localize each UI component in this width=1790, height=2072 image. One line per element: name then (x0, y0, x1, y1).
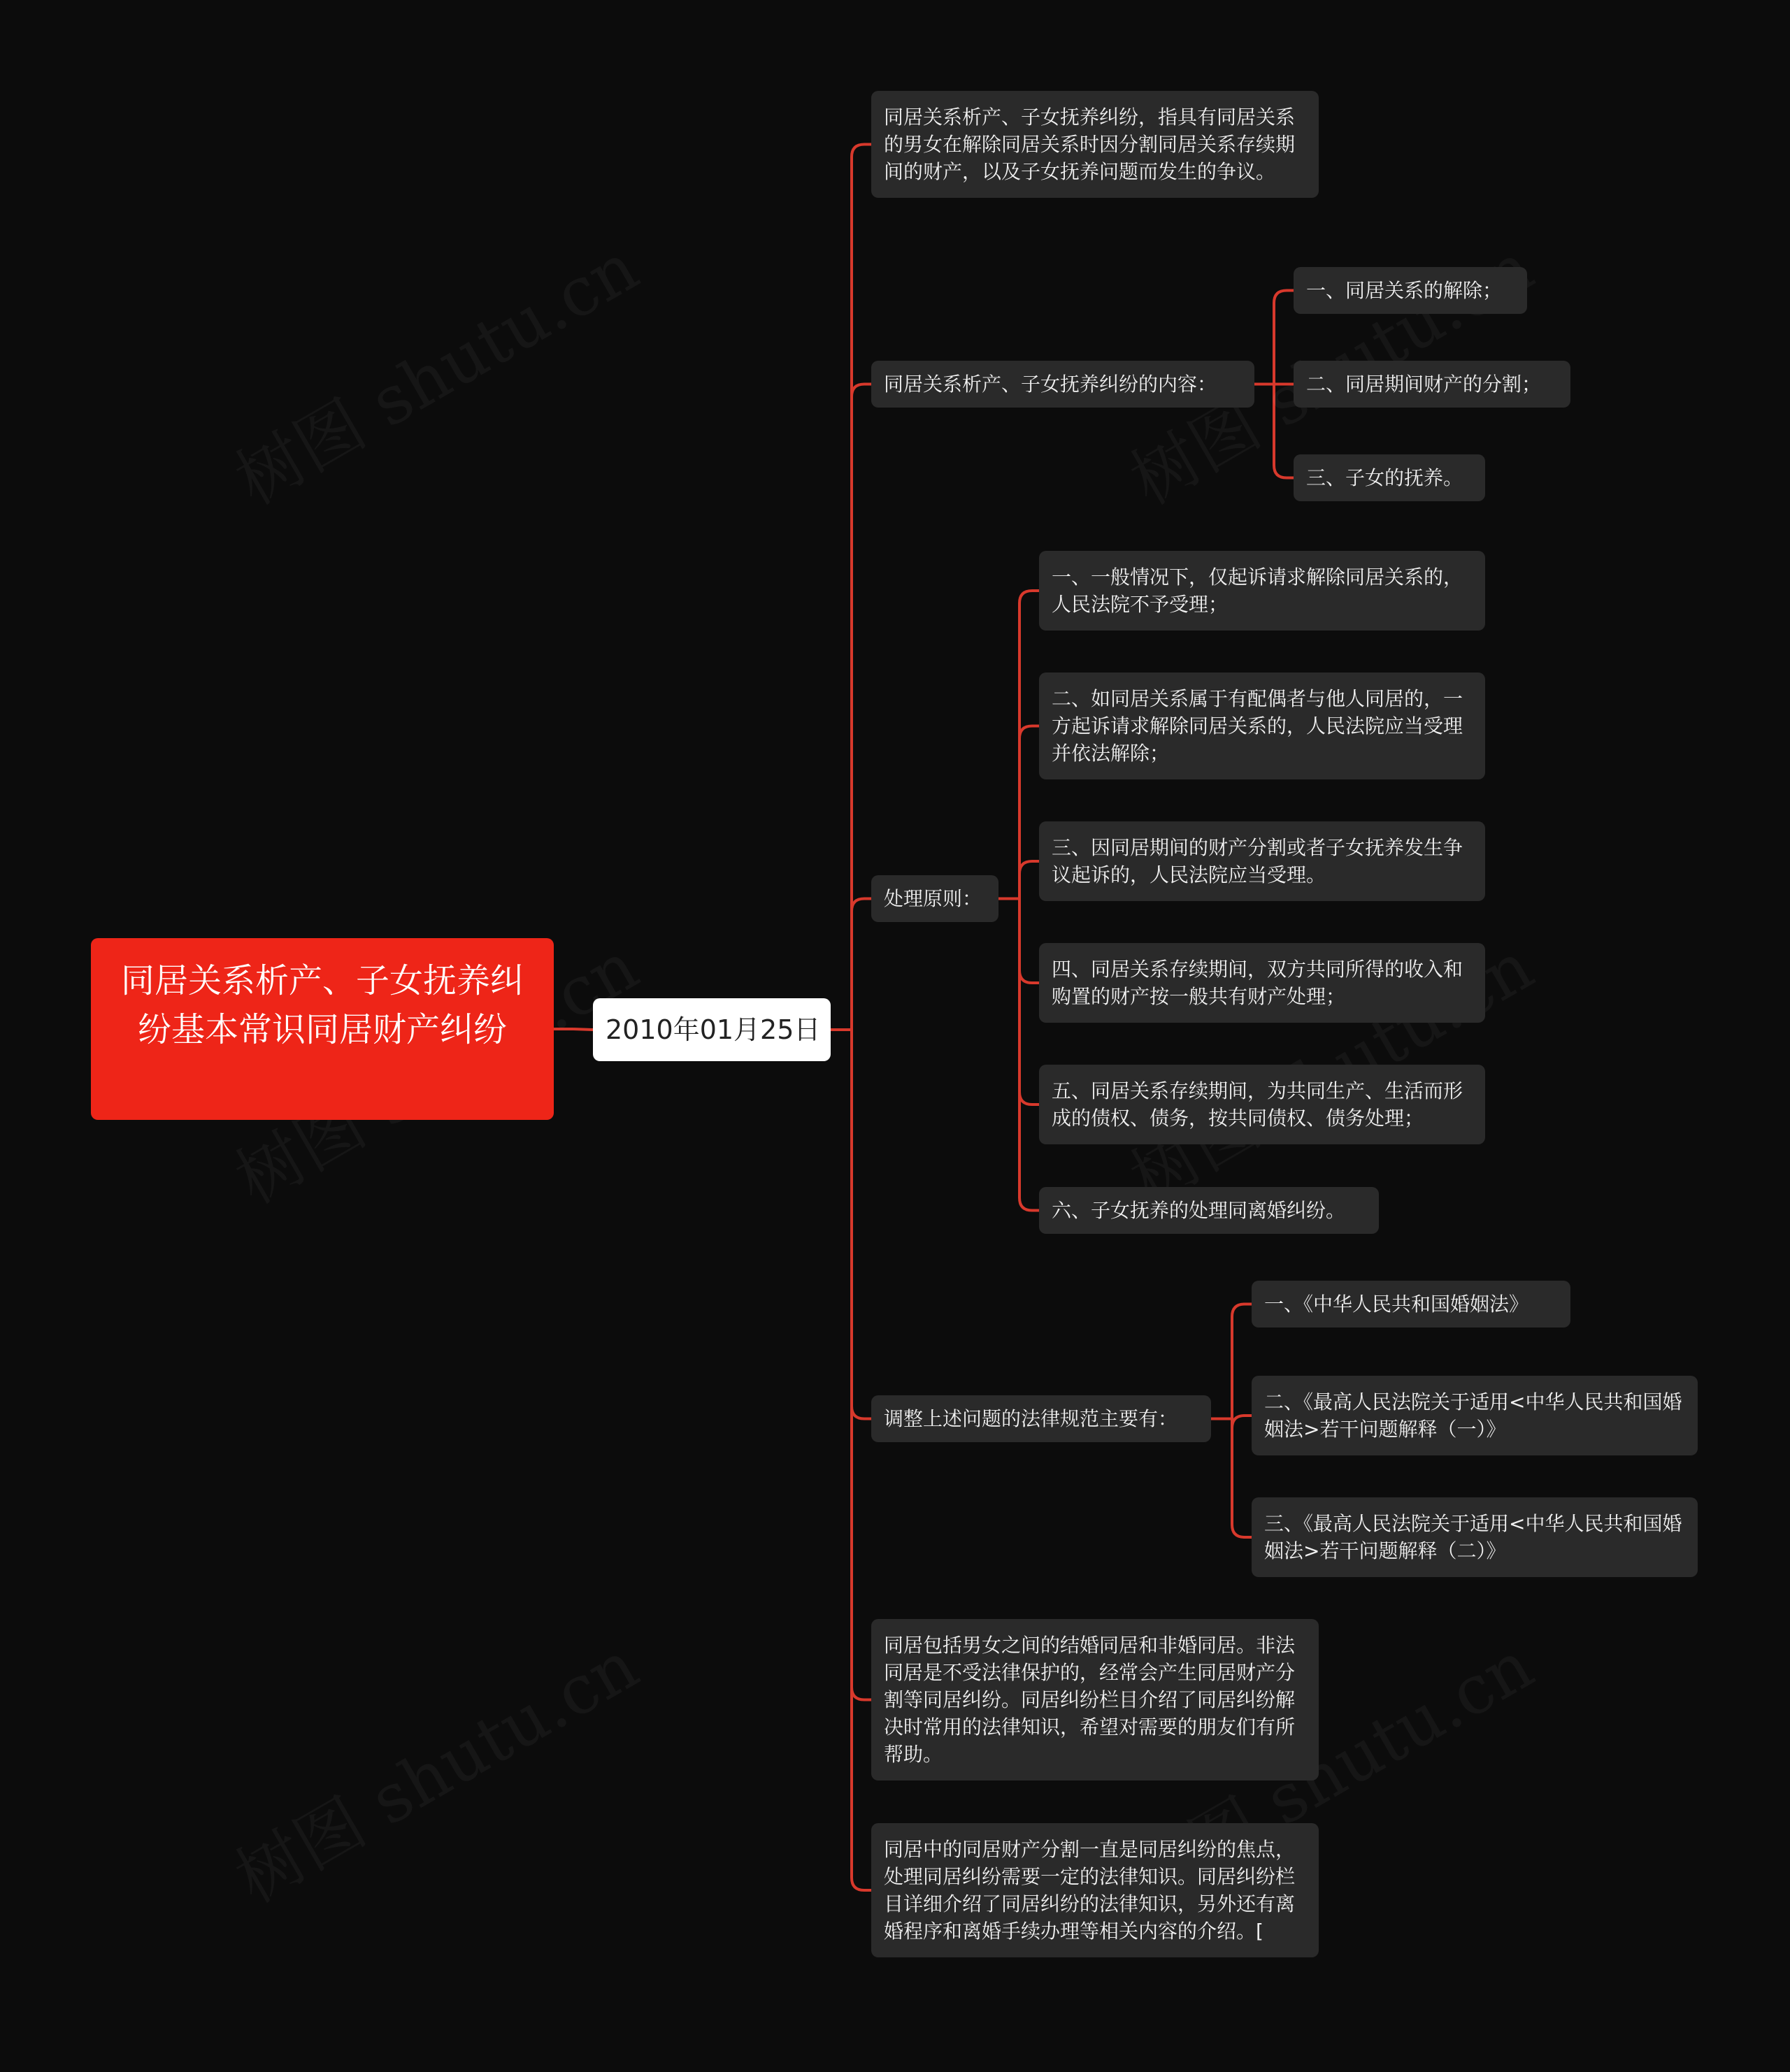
content-item[interactable]: 一、同居关系的解除； (1294, 267, 1527, 314)
principle-item[interactable]: 四、同居关系存续期间，双方共同所得的收入和购置的财产按一般共有财产处理； (1039, 943, 1485, 1023)
content-node[interactable]: 同居关系析产、子女抚养纠纷的内容： (871, 361, 1254, 408)
date-node[interactable]: 2010年01月25日 (593, 998, 831, 1061)
intro-node[interactable]: 同居包括男女之间的结婚同居和非婚同居。非法同居是不受法律保护的，经常会产生同居财产分割等同居纠纷。同居纠纷栏目介绍了同居纠纷解决时常用的法律知识，希望对需要的朋友们有所帮助。 (871, 1619, 1319, 1780)
law-item[interactable]: 一、《中华人民共和国婚姻法》 (1252, 1281, 1570, 1328)
connector-laws (1211, 1304, 1252, 1538)
principle-item[interactable]: 五、同居关系存续期间，为共同生产、生活而形成的债权、债务，按共同债权、债务处理； (1039, 1065, 1485, 1144)
principle-item[interactable]: 二、如同居关系属于有配偶者与他人同居的，一方起诉请求解除同居关系的，人民法院应当受理并依法解除； (1039, 672, 1485, 779)
law-item[interactable]: 二、《最高人民法院关于适用<中华人民共和国婚姻法>若干问题解释（一）》 (1252, 1376, 1698, 1455)
intro-node[interactable]: 同居中的同居财产分割一直是同居纠纷的焦点，处理同居纠纷需要一定的法律知识。同居纠纷栏目详细介绍了同居纠纷的法律知识，另外还有离婚程序和离婚手续办理等相关内容的介绍。[ (871, 1823, 1319, 1957)
connector-date (831, 145, 871, 1891)
content-item[interactable]: 二、同居期间财产的分割； (1294, 361, 1570, 408)
root-topic[interactable]: 同居关系析产、子女抚养纠纷基本常识同居财产纠纷 (91, 938, 554, 1120)
connector-princ (998, 591, 1039, 1211)
principle-item[interactable]: 三、因同居期间的财产分割或者子女抚养发生争议起诉的，人民法院应当受理。 (1039, 821, 1485, 901)
laws-node[interactable]: 调整上述问题的法律规范主要有： (871, 1395, 1211, 1442)
law-item[interactable]: 三、《最高人民法院关于适用<中华人民共和国婚姻法>若干问题解释（二）》 (1252, 1497, 1698, 1577)
content-item[interactable]: 三、子女的抚养。 (1294, 454, 1485, 501)
principles-node[interactable]: 处理原则： (871, 875, 998, 922)
principle-item[interactable]: 六、子女抚养的处理同离婚纠纷。 (1039, 1187, 1379, 1234)
definition-node[interactable]: 同居关系析产、子女抚养纠纷，指具有同居关系的男女在解除同居关系时因分割同居关系存续期间的财产，以及子女抚养问题而发生的争议。 (871, 91, 1319, 198)
principle-item[interactable]: 一、一般情况下，仅起诉请求解除同居关系的，人民法院不予受理； (1039, 551, 1485, 631)
